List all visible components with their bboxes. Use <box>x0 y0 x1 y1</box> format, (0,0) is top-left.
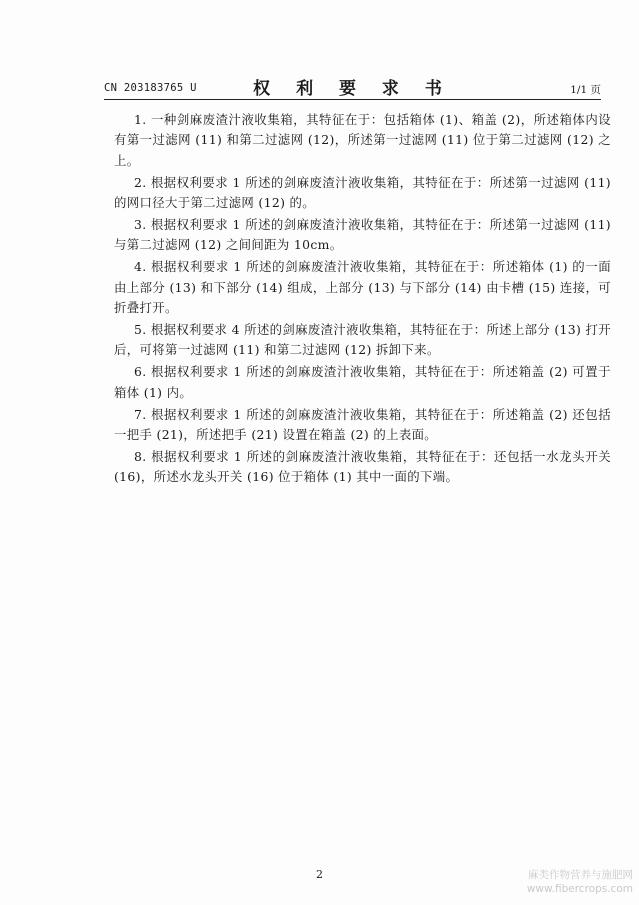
page-title: 权 利 要 求 书 <box>253 79 452 99</box>
claim-item: 3. 根据权利要求 1 所述的剑麻废渣汁液收集箱，其特征在于：所述第一过滤网 (11) 与第二过滤网 (12) 之间间距为 10cm。 <box>114 217 611 253</box>
header-divider <box>104 99 601 100</box>
document-header <box>104 70 601 99</box>
claim-item: 1. 一种剑麻废渣汁液收集箱，其特征在于：包括箱体 (1)、箱盖 (2)，所述箱体内设有第一过滤网 (11) 和第二过滤网 (12)，所述第一过滤网 (11) 位于第二过滤网 (12) 之上。 <box>114 112 611 168</box>
watermark-url: www.fibercrops.com <box>526 883 633 895</box>
page-number: 2 <box>316 868 323 881</box>
claims-list <box>114 110 611 489</box>
watermark <box>527 868 633 896</box>
patent-number: CN 203183765 U <box>104 82 197 94</box>
claim-item: 5. 根据权利要求 4 所述的剑麻废渣汁液收集箱，其特征在于：所述上部分 (13) 打开后，可将第一过滤网 (11) 和第二过滤网 (12) 拆卸下来。 <box>114 322 611 358</box>
claim-item: 8. 根据权利要求 1 所述的剑麻废渣汁液收集箱，其特征在于：还包括一水龙头开关 (16)，所述水龙头开关 (16) 位于箱体 (1) 其中一面的下端。 <box>114 449 611 485</box>
watermark-site-name: 麻类作物营养与施肥网 <box>528 869 633 881</box>
claim-item: 2. 根据权利要求 1 所述的剑麻废渣汁液收集箱，其特征在于：所述第一过滤网 (11) 的网口径大于第二过滤网 (12) 的。 <box>114 174 611 211</box>
page-count: 1/1 页 <box>570 84 601 96</box>
claim-item: 4. 根据权利要求 1 所述的剑麻废渣汁液收集箱，其特征在于：所述箱体 (1) 的一面由上部分 (13) 和下部分 (14) 组成，上部分 (13) 与下部分 (14) 由卡槽 (15) 连接，可折叠打开。 <box>114 259 611 316</box>
claim-item: 6. 根据权利要求 1 所述的剑麻废渣汁液收集箱，其特征在于：所述箱盖 (2) 可置于箱体 (1) 内。 <box>114 364 611 400</box>
claim-item: 7. 根据权利要求 1 所述的剑麻废渣汁液收集箱，其特征在于：所述箱盖 (2) 还包括一把手 (21)，所述把手 (21) 设置在箱盖 (2) 的上表面。 <box>114 406 611 443</box>
